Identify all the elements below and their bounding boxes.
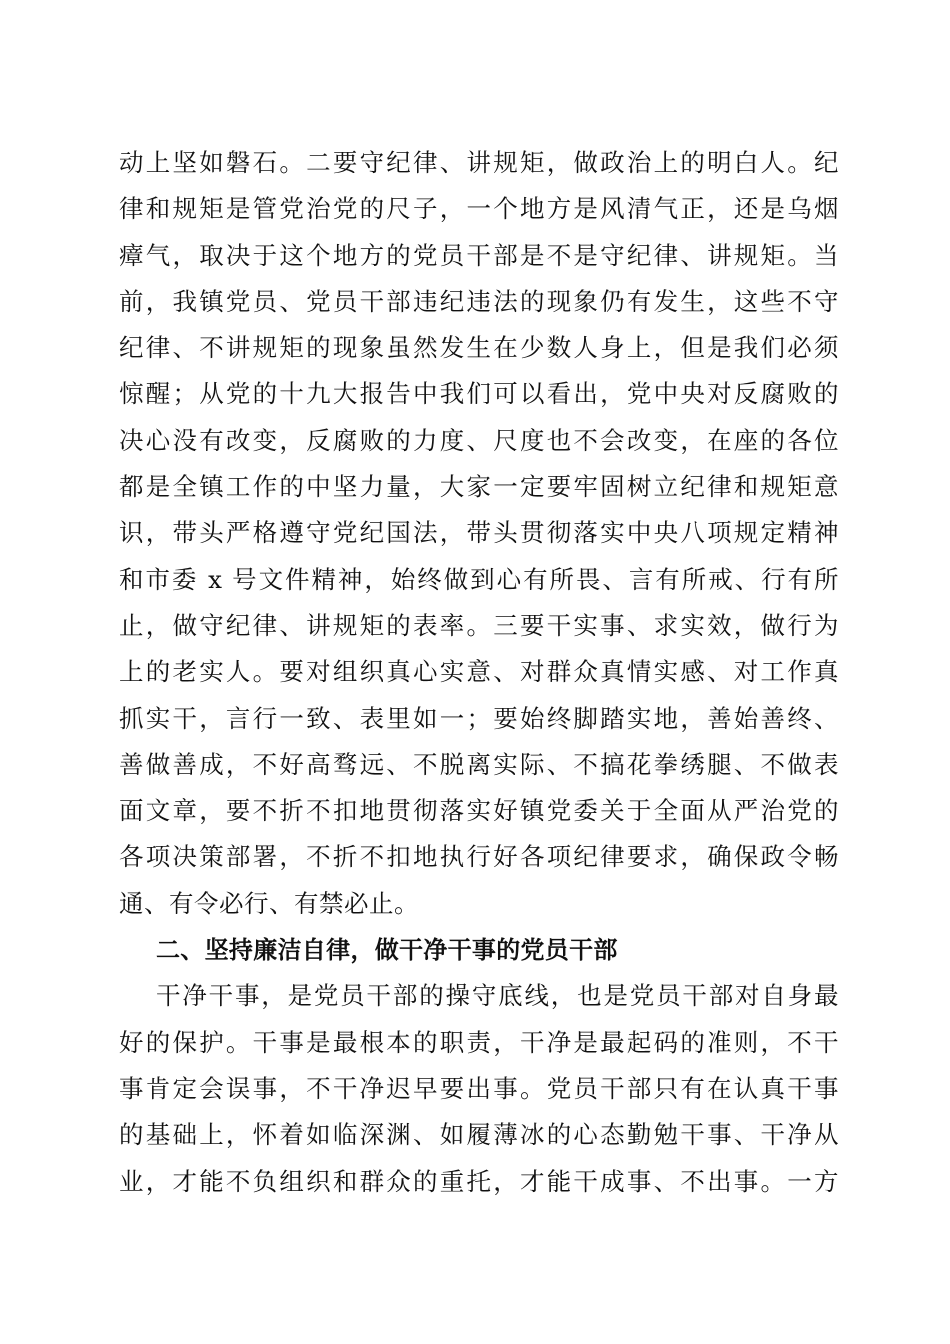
text-line: 面文章，要不折不扣地贯彻落实好镇党委关于全面从严治党的 [119, 796, 839, 826]
text-line: 抓实干，言行一致、表里如一；要始终脚踏实地，善始善终、 [119, 703, 839, 733]
text-line: 瘴气，取决于这个地方的党员干部是不是守纪律、讲规矩。当 [119, 240, 839, 270]
text-line: 的基础上，怀着如临深渊、如履薄冰的心态勤勉干事、干净从 [119, 1120, 839, 1150]
text-line: 纪律、不讲规矩的现象虽然发生在少数人身上，但是我们必须 [119, 333, 839, 363]
text-line: 和市委 x 号文件精神，始终做到心有所畏、言有所戒、行有所 [119, 564, 839, 594]
text-line: 事肯定会误事，不干净迟早要出事。党员干部只有在认真干事 [119, 1073, 839, 1103]
section-heading: 二、坚持廉洁自律，做干净干事的党员干部 [156, 936, 618, 965]
text-line: 止，做守纪律、讲规矩的表率。三要干实事、求实效，做行为 [119, 610, 839, 640]
text-line: 惊醒；从党的十九大报告中我们可以看出，党中央对反腐败的 [119, 379, 839, 409]
text-line: 上的老实人。要对组织真心实意、对群众真情实感、对工作真 [119, 657, 839, 687]
text-line: 动上坚如磐石。二要守纪律、讲规矩，做政治上的明白人。纪 [119, 148, 839, 177]
text-line: 各项决策部署，不折不扣地执行好各项纪律要求，确保政令畅 [119, 842, 839, 872]
text-line: 都是全镇工作的中坚力量，大家一定要牢固树立纪律和规矩意 [119, 472, 839, 502]
text-line: 前，我镇党员、党员干部违纪违法的现象仍有发生，这些不守 [119, 286, 839, 316]
text-line: 通、有令必行、有禁必止。 [119, 888, 419, 918]
text-line: 决心没有改变，反腐败的力度、尺度也不会改变，在座的各位 [119, 425, 839, 455]
text-line: 业，才能不负组织和群众的重托，才能干成事、不出事。一方 [119, 1166, 839, 1196]
text-line: 好的保护。干事是最根本的职责，干净是最起码的准则，不干 [119, 1027, 839, 1057]
body-text [119, 140, 839, 1205]
text-line: 律和规矩是管党治党的尺子，一个地方是风清气正，还是乌烟 [119, 194, 839, 224]
text-line: 识，带头严格遵守党纪国法，带头贯彻落实中央八项规定精神 [119, 518, 839, 548]
text-line: 善做善成，不好高骛远、不脱离实际、不搞花拳绣腿、不做表 [119, 749, 839, 779]
text-line: 干净干事，是党员干部的操守底线，也是党员干部对自身最 [156, 981, 839, 1011]
